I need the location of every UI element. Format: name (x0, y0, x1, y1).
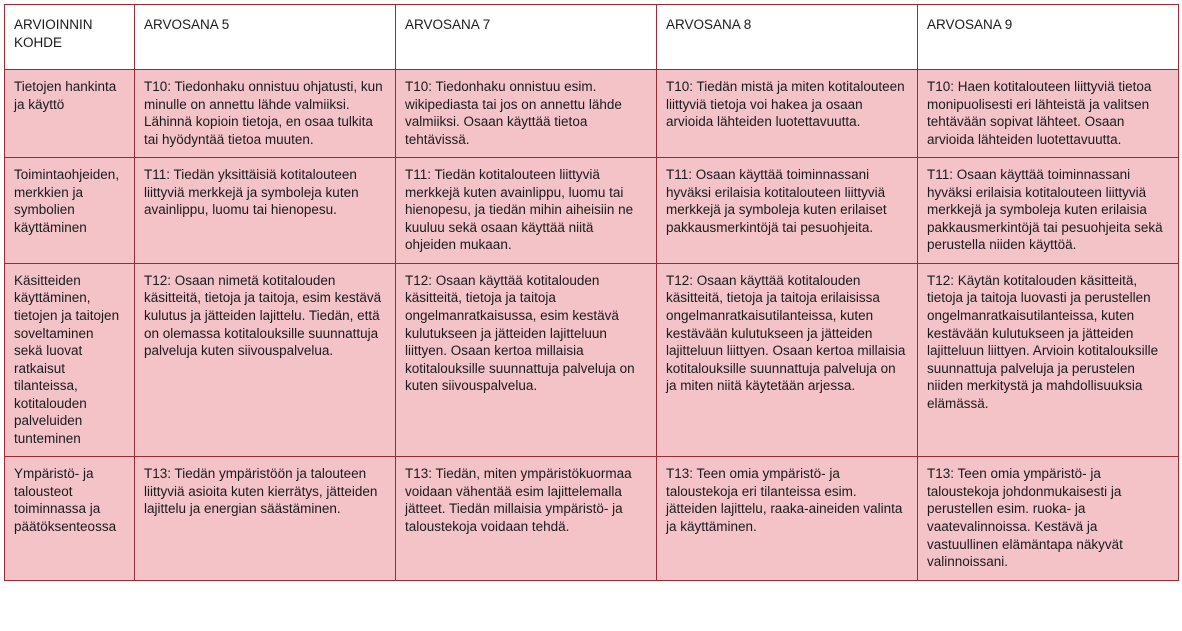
cell-grade-9: T12: Käytän kotitalouden käsitteitä, tietoja ja taitoja luovasti ja perustellen ongelmanratkaisutilanteissa, kuten kestävään kulutukseen ja jätteiden lajitteluun liittyen. Arvioin kotitalouksille suunnattuja palveluja ja perustelen niiden merkitystä ja mahdollisuuksia elämässä. (918, 263, 1179, 456)
cell-grade-7: T12: Osaan käyttää kotitalouden käsitteitä, tietoja ja taitoja ongelmanratkaisussa, esim kestävä kulutukseen ja jätteiden lajitteluun liittyen. Osaan kertoa millaisia kotitalouksille suunnattuja palveluja on kuten siivouspalvelua. (396, 263, 657, 456)
assessment-criteria-table (4, 4, 1179, 581)
row-criterion: Tietojen hankinta ja käyttö (5, 70, 135, 158)
table-row (5, 263, 1179, 456)
column-header-grade-9: ARVOSANA 9 (918, 5, 1179, 70)
column-header-grade-7: ARVOSANA 7 (396, 5, 657, 70)
column-header-grade-8: ARVOSANA 8 (657, 5, 918, 70)
cell-grade-9: T13: Teen omia ympäristö- ja taloustekoja johdonmukaisesti ja perustellen esim. ruoka- ja vaatevalinnoissa. Kestävä ja vastuullinen elämäntapa näkyvät valinnoissani. (918, 457, 1179, 580)
cell-grade-9: T10: Haen kotitalouteen liittyviä tietoa monipuolisesti eri lähteistä ja valitsen tehtävään sopivat lähteet. Osaan arvioida lähteiden luotettavuutta. (918, 70, 1179, 158)
cell-grade-7: T10: Tiedonhaku onnistuu esim. wikipediasta tai jos on annettu lähde valmiiksi. Osaan käyttää tietoa tehtävissä. (396, 70, 657, 158)
cell-grade-5: T10: Tiedonhaku onnistuu ohjatusti, kun minulle on annettu lähde valmiiksi. Lähinnä kopioin tietoja, en osaa tulkita tai hyödyntää tietoa muuten. (135, 70, 396, 158)
cell-grade-5: T12: Osaan nimetä kotitalouden käsitteitä, tietoja ja taitoja, esim kestävä kulutus ja jätteiden lajittelu. Tiedän, että on olemassa kotitalouksille suunnattuja palveluja kuten siivouspalvelua. (135, 263, 396, 456)
cell-grade-7: T13: Tiedän, miten ympäristökuormaa voidaan vähentää esim lajittelemalla jätteet. Tiedän millaisia ympäristö- ja taloustekoja voidaan tehdä. (396, 457, 657, 580)
column-header-criterion: ARVIOINNIN KOHDE (5, 5, 135, 70)
row-criterion: Ympäristö- ja talousteot toiminnassa ja päätöksenteossa (5, 457, 135, 580)
table-row (5, 70, 1179, 158)
table-row (5, 457, 1179, 580)
cell-grade-8: T11: Osaan käyttää toiminnassani hyväksi erilaisia kotitalouteen liittyviä merkkejä ja symboleja kuten erilaiset pakkausmerkintöjä tai pesuohjeita. (657, 158, 918, 264)
cell-grade-8: T12: Osaan käyttää kotitalouden käsitteitä, tietoja ja taitoja erilaisissa ongelmanratkaisutilanteissa, kuten kestävään kulutukseen ja jätteiden lajitteluun liittyen. Osaan kertoa millaisia kotitalouksille suunnattuja palveluja on ja miten niitä käytetään arjessa. (657, 263, 918, 456)
table-header (5, 5, 1179, 70)
cell-grade-7: T11: Tiedän kotitalouteen liittyviä merkkejä kuten avainlippu, luomu tai hienopesu, ja tiedän mihin aiheisiin ne kuuluu sekä osaan käyttää niitä ohjeiden mukaan. (396, 158, 657, 264)
cell-grade-5: T13: Tiedän ympäristöön ja talouteen liittyviä asioita kuten kierrätys, jätteiden lajittelu ja energian säästäminen. (135, 457, 396, 580)
cell-grade-9: T11: Osaan käyttää toiminnassani hyväksi erilaisia kotitalouteen liittyviä merkkejä ja symboleja kuten erilaisia pakkausmerkintöjä tai pesuohjeita sekä perustella niiden käyttöä. (918, 158, 1179, 264)
table-body (5, 70, 1179, 581)
row-criterion: Toimintaohjeiden, merkkien ja symbolien käyttäminen (5, 158, 135, 264)
table-row (5, 158, 1179, 264)
cell-grade-8: T10: Tiedän mistä ja miten kotitalouteen liittyviä tietoja voi hakea ja osaan arvioida lähteiden luotettavuutta. (657, 70, 918, 158)
row-criterion: Käsitteiden käyttäminen, tietojen ja taitojen soveltaminen sekä luovat ratkaisut tilanteissa, kotitalouden palveluiden tunteminen (5, 263, 135, 456)
cell-grade-5: T11: Tiedän yksittäisiä kotitalouteen liittyviä merkkejä ja symboleja kuten avainlippu, luomu tai hienopesu. (135, 158, 396, 264)
cell-grade-8: T13: Teen omia ympäristö- ja taloustekoja eri tilanteissa esim. jätteiden lajittelu, raaka-aineiden valinta ja käyttäminen. (657, 457, 918, 580)
column-header-grade-5: ARVOSANA 5 (135, 5, 396, 70)
header-row (5, 5, 1179, 70)
